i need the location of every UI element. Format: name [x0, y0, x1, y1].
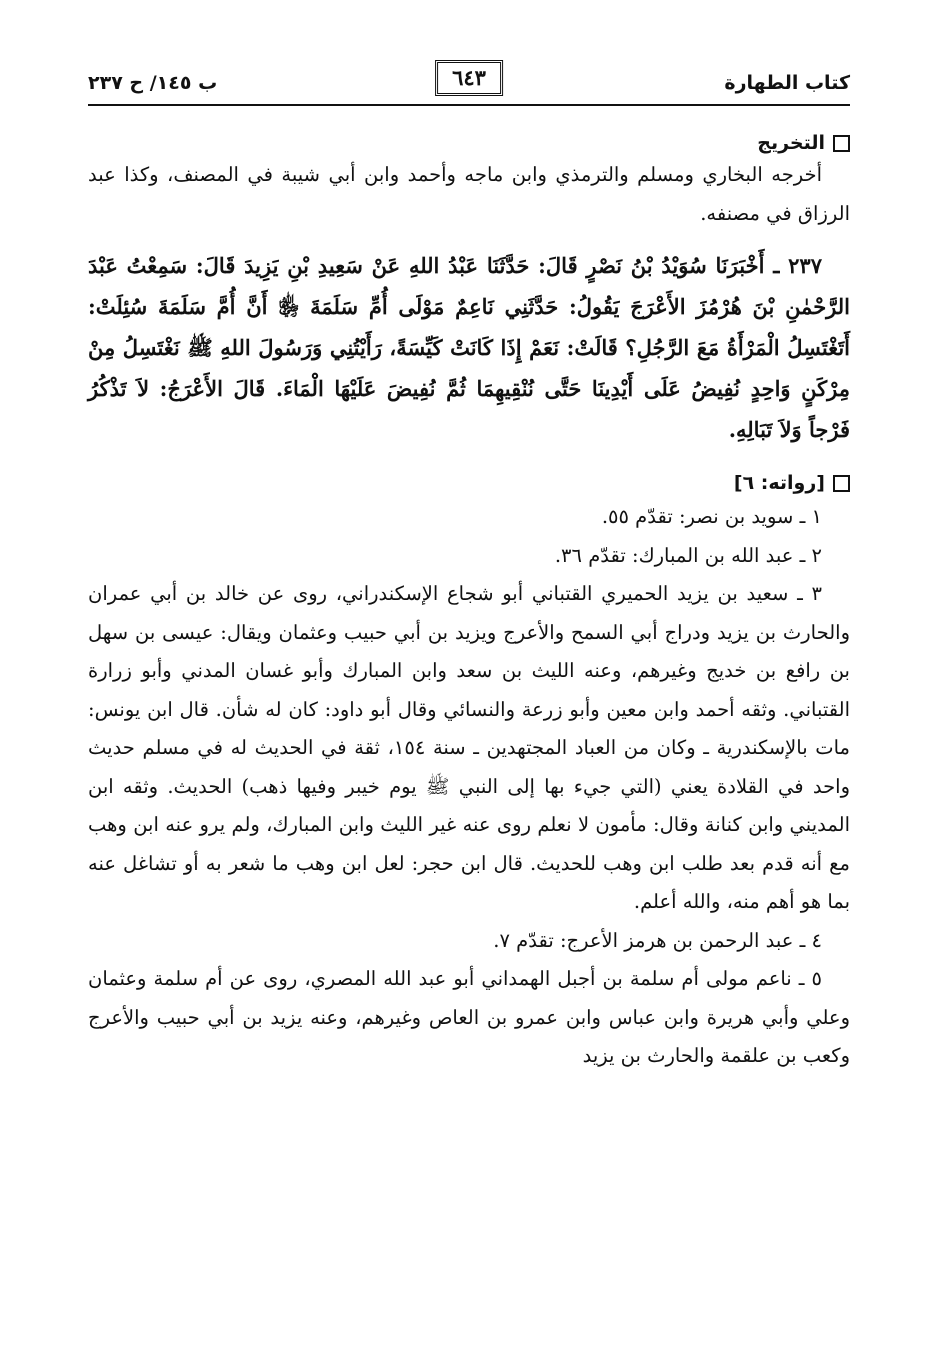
narrators-list [88, 498, 850, 1076]
list-item: ١ ـ سويد بن نصر: تقدّم ٥٥. [601, 505, 822, 528]
page-header [88, 58, 850, 98]
narrators-heading [88, 472, 850, 494]
takhrij-title: التخريج [757, 132, 825, 154]
document-page [88, 58, 850, 1076]
book-title: كتاب الطهارة [724, 72, 850, 94]
chapter-reference: ب ١٤٥/ ح ٢٣٧ [88, 72, 218, 94]
header-rule [88, 104, 850, 106]
takhrij-text: أخرجه البخاري ومسلم والترمذي وابن ماجه وأحمد وابن أبي شيبة في المصنف، وكذا عبد الرزاق في مصنفه. [88, 163, 850, 225]
page-number: ٦٤٣ [435, 60, 503, 96]
checkbox-square-icon [833, 475, 850, 492]
hadith-text: ٢٣٧ ـ أَخْبَرَنَا سُوَيْدُ بْنُ نَصْرٍ قَالَ: حَدَّثَنَا عَبْدُ اللهِ عَنْ سَعِيدِ بْنِ يَزِيدَ قَالَ: سَمِعْتُ عَبْدَ الرَّحْمٰنِ بْنَ هُرْمُزَ الأَعْرَجَ يَقُولُ: حَدَّثَنِي نَاعِمٌ مَوْلَى أُمِّ سَلَمَةَ ﵂ أَنَّ أُمَّ سَلَمَةَ سُئِلَتْ: أَتَغْتَسِلُ الْمَرْأَةُ مَعَ الرَّجُلِ؟ قَالَتْ: نَعَمْ إِذَا كَانَتْ كَيِّسَةً، رَأَيْتُنِي وَرَسُولَ اللهِ ﷺ نَغْتَسِلُ مِنْ مِرْكَنٍ وَاحِدٍ نُفِيضُ عَلَى أَيْدِينَا حَتَّى نُنْقِيهِمَا ثُمَّ نُفِيضَ عَلَيْهَا الْمَاءَ. قَالَ الأَعْرَجُ: لاَ تَذْكُرُ فَرْجاً وَلاَ تَبَالِهِ. [88, 253, 850, 442]
list-item: ٤ ـ عبد الرحمن بن هرمز الأعرج: تقدّم ٧. [493, 928, 822, 952]
takhrij-heading [88, 132, 850, 154]
checkbox-square-icon [833, 135, 850, 152]
list-item: ٥ ـ ناعم مولى أم سلمة بن أجبل الهمداني أبو عبد الله المصري، روى عن أم سلمة وعثمان وعلي وأبي هريرة وابن عباس وابن عمرو بن العاص وغيرهم، وعنه يزيد بن أبي حبيب والأعرج وكعب بن علقمة والحارث بن يزيد [88, 967, 850, 1067]
list-item: ٢ ـ عبد الله بن المبارك: تقدّم ٣٦. [554, 543, 822, 567]
narrators-title: [رواته: ٦] [733, 472, 825, 494]
list-item: ٣ ـ سعيد بن يزيد الحميري القتباني أبو شجاع الإسكندراني، روى عن خالد بن أبي عمران والحارث بن يزيد ودراج أبي السمح والأعرج ويزيد بن أبي حبيب وعثمان ويقال: عيسى بن سهل بن رافع بن خديج وغيرهم، وعنه الليث بن سعد وابن المبارك وأبو غسان المدني وأبو زرارة القتباني. وثقه أحمد وابن معين وأبو زرعة والنسائي وقال أبو داود: كان له شأن. قال ابن يونس: مات بالإسكندرية ـ وكان من العباد المجتهدين ـ سنة ١٥٤، ثقة في الحديث له في مسلم حديث واحد في القلادة يعني (التي جيء بها إلى النبي ﷺ يوم خيبر وفيها ذهب) الحديث. وثقه ابن المديني وابن كنانة وقال: مأمون لا نعلم روى عنه غير الليث وابن المبارك، ولم يرو عنه ابن وهب مع أنه قدم بعد طلب ابن وهب للحديث. قال ابن حجر: لعل ابن وهب ما شعر به أو تشاغل عنه بما هو أهم منه، والله أعلم. [88, 582, 850, 913]
